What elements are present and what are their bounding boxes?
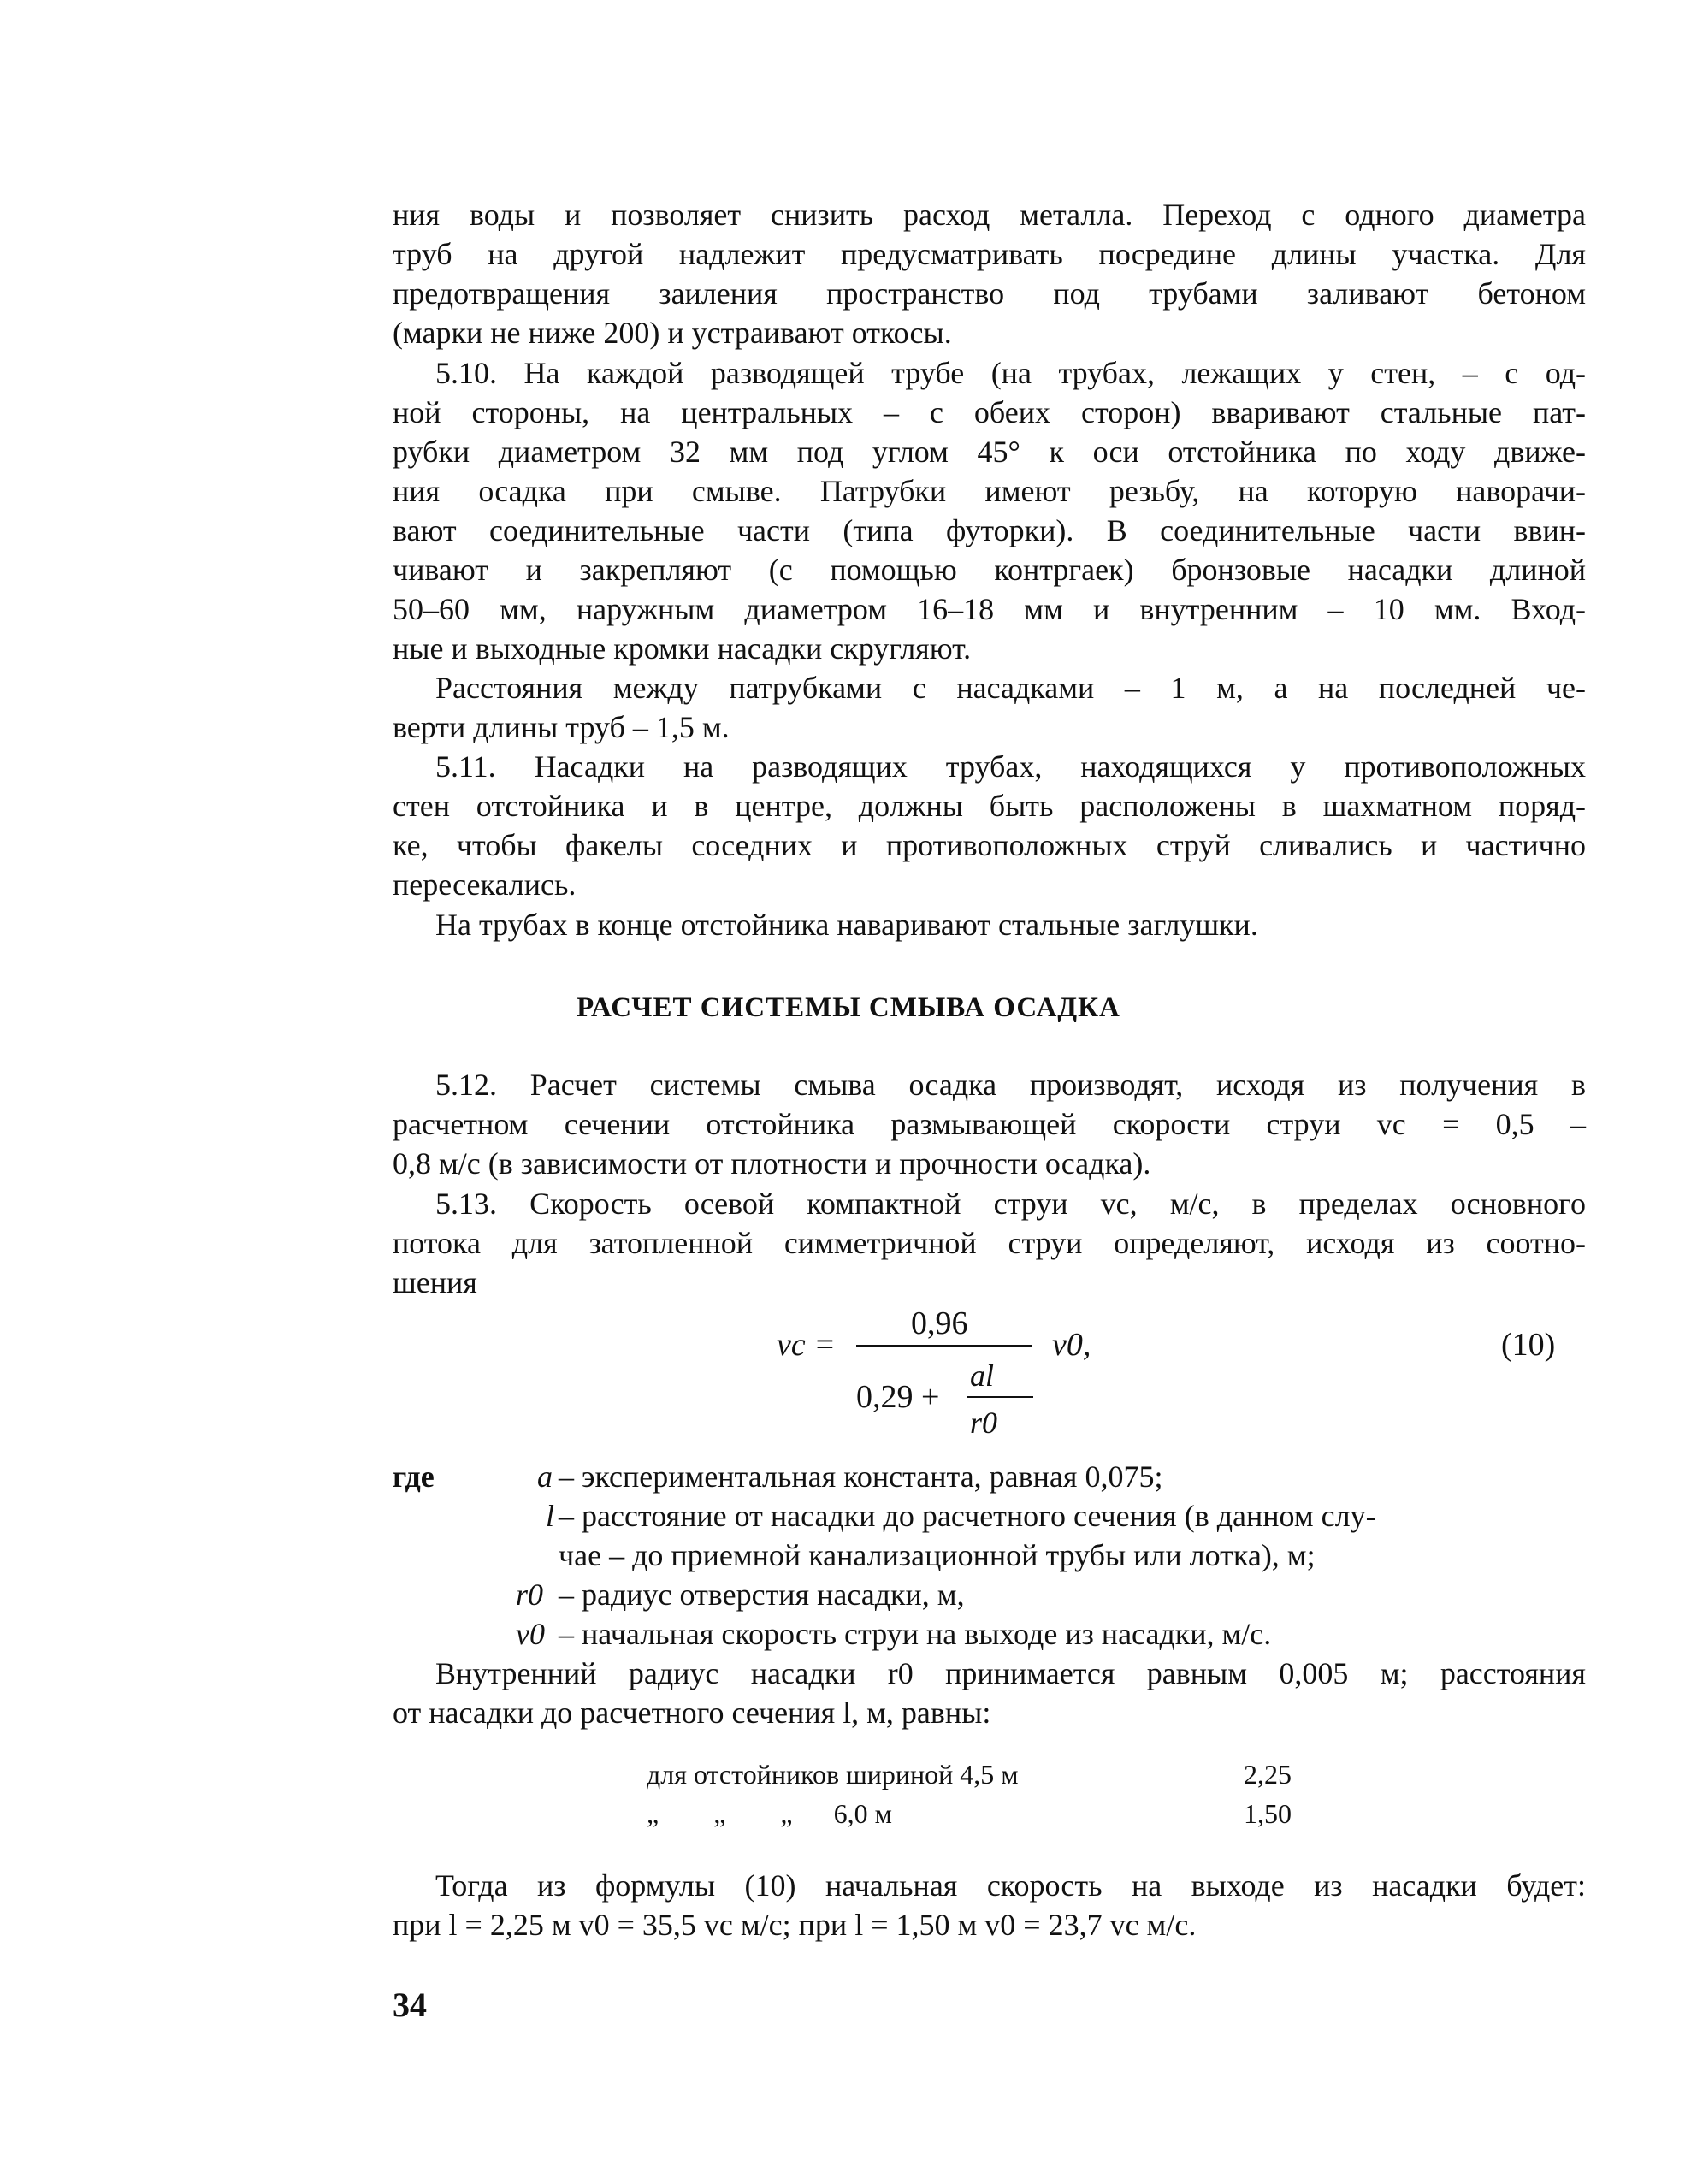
table-row-label: для отстойников шириной 4,5 м (647, 1759, 1019, 1790)
definition-symbol: v0 (516, 1617, 545, 1651)
table-row-value: 1,50 (1244, 1798, 1292, 1829)
text-line: (марки не ниже 200) и устраивают откосы. (393, 316, 952, 350)
text-line: Тогда из формулы (10) начальная скорость на выходе из насадки будет: (435, 1868, 1586, 1903)
text-line: от насадки до расчетного сечения l, м, равны: (393, 1696, 991, 1730)
text-line: 5.10. На каждой разводящей трубе (на трубах, лежащих у стен, – с од- (435, 356, 1586, 390)
text-line: предотвращения заиления пространство под трубами заливают бетоном (393, 276, 1586, 311)
formula-main-fraction-bar (856, 1345, 1032, 1347)
where-label: где (393, 1459, 435, 1494)
text-line: 0,8 м/с (в зависимости от плотности и прочности осадка). (393, 1146, 1151, 1181)
definition-symbol: l (546, 1499, 555, 1533)
text-line: чивают и закрепляют (с помощью контргаек) бронзовые насадки длиной (393, 553, 1586, 587)
text-line: рубки диаметром 32 мм под углом 45° к оси отстойника по ходу движе- (393, 435, 1586, 469)
text-line: Расстояния между патрубками с насадками – 1 м, а на последней че- (435, 671, 1586, 705)
formula-inner-numerator: al (970, 1358, 995, 1393)
text-line: На трубах в конце отстойника наваривают стальные заглушки. (435, 908, 1258, 942)
formula-inner-denominator: r0 (970, 1406, 998, 1440)
definition-text: – начальная скорость струи на выходе из насадки, м/с. (559, 1617, 1272, 1651)
formula-rhs: v0, (1052, 1327, 1091, 1363)
text-line: пересекались. (393, 867, 577, 902)
text-line: 5.11. Насадки на разводящих трубах, находящихся у противоположных (435, 749, 1586, 784)
definition-symbol: r0 (516, 1577, 544, 1612)
page-number: 34 (393, 1986, 427, 2024)
text-line: ке, чтобы факелы соседних и противоположных струй сливались и частично (393, 828, 1586, 862)
section-heading: РАСЧЕТ СИСТЕМЫ СМЫВА ОСАДКА (577, 992, 1120, 1023)
text-line: шения (393, 1265, 477, 1299)
text-line: вают соединительные части (типа футорки). В соединительные части ввин- (393, 513, 1586, 547)
definition-text-continued: чае – до приемной канализационной трубы или лотка), м; (559, 1538, 1316, 1572)
text-line: ния воды и позволяет снизить расход металла. Переход с одного диаметра (393, 198, 1586, 232)
text-line: ния осадка при смыве. Патрубки имеют резьбу, на которую наворачи- (393, 474, 1586, 508)
text-line: расчетном сечении отстойника размывающей скорости струи vc = 0,5 – (393, 1107, 1586, 1141)
formula-number: (10) (1501, 1327, 1556, 1363)
text-line: ной стороны, на центральных – с обеих сторон) вваривают стальные пат- (393, 395, 1586, 429)
definition-symbol: a (537, 1459, 553, 1494)
text-line: при l = 2,25 м v0 = 35,5 vc м/с; при l = 1,50 м v0 = 23,7 vc м/с. (393, 1908, 1197, 1942)
definition-text: – радиус отверстия насадки, м, (559, 1577, 965, 1612)
text-line: 50–60 мм, наружным диаметром 16–18 мм и внутренним – 10 мм. Вход- (393, 592, 1586, 626)
text-line: потока для затопленной симметричной струи определяют, исходя из соотно- (393, 1226, 1586, 1260)
text-line: 5.13. Скорость осевой компактной струи vc, м/с, в пределах основного (435, 1187, 1586, 1221)
table-row-value: 2,25 (1244, 1759, 1292, 1790)
formula-inner-fraction-bar (967, 1396, 1033, 1398)
formula-lhs: vc = (777, 1327, 836, 1363)
formula-numerator: 0,96 (911, 1305, 968, 1341)
definition-text: – расстояние от насадки до расчетного сечения (в данном слу- (559, 1499, 1376, 1533)
text-line: ные и выходные кромки насадки скругляют. (393, 631, 972, 666)
formula-denominator-left: 0,29 + (856, 1379, 940, 1415)
table-row-label: „ „ „ 6,0 м (647, 1798, 892, 1829)
text-line: стен отстойника и в центре, должны быть расположены в шахматном поряд- (393, 789, 1586, 823)
text-line: верти длины труб – 1,5 м. (393, 710, 730, 744)
definition-text: – экспериментальная константа, равная 0,075; (559, 1459, 1163, 1494)
text-line: труб на другой надлежит предусматривать посредине длины участка. Для (393, 237, 1586, 271)
text-line: Внутренний радиус насадки r0 принимается равным 0,005 м; расстояния (435, 1656, 1586, 1690)
text-line: 5.12. Расчет системы смыва осадка производят, исходя из получения в (435, 1068, 1586, 1102)
